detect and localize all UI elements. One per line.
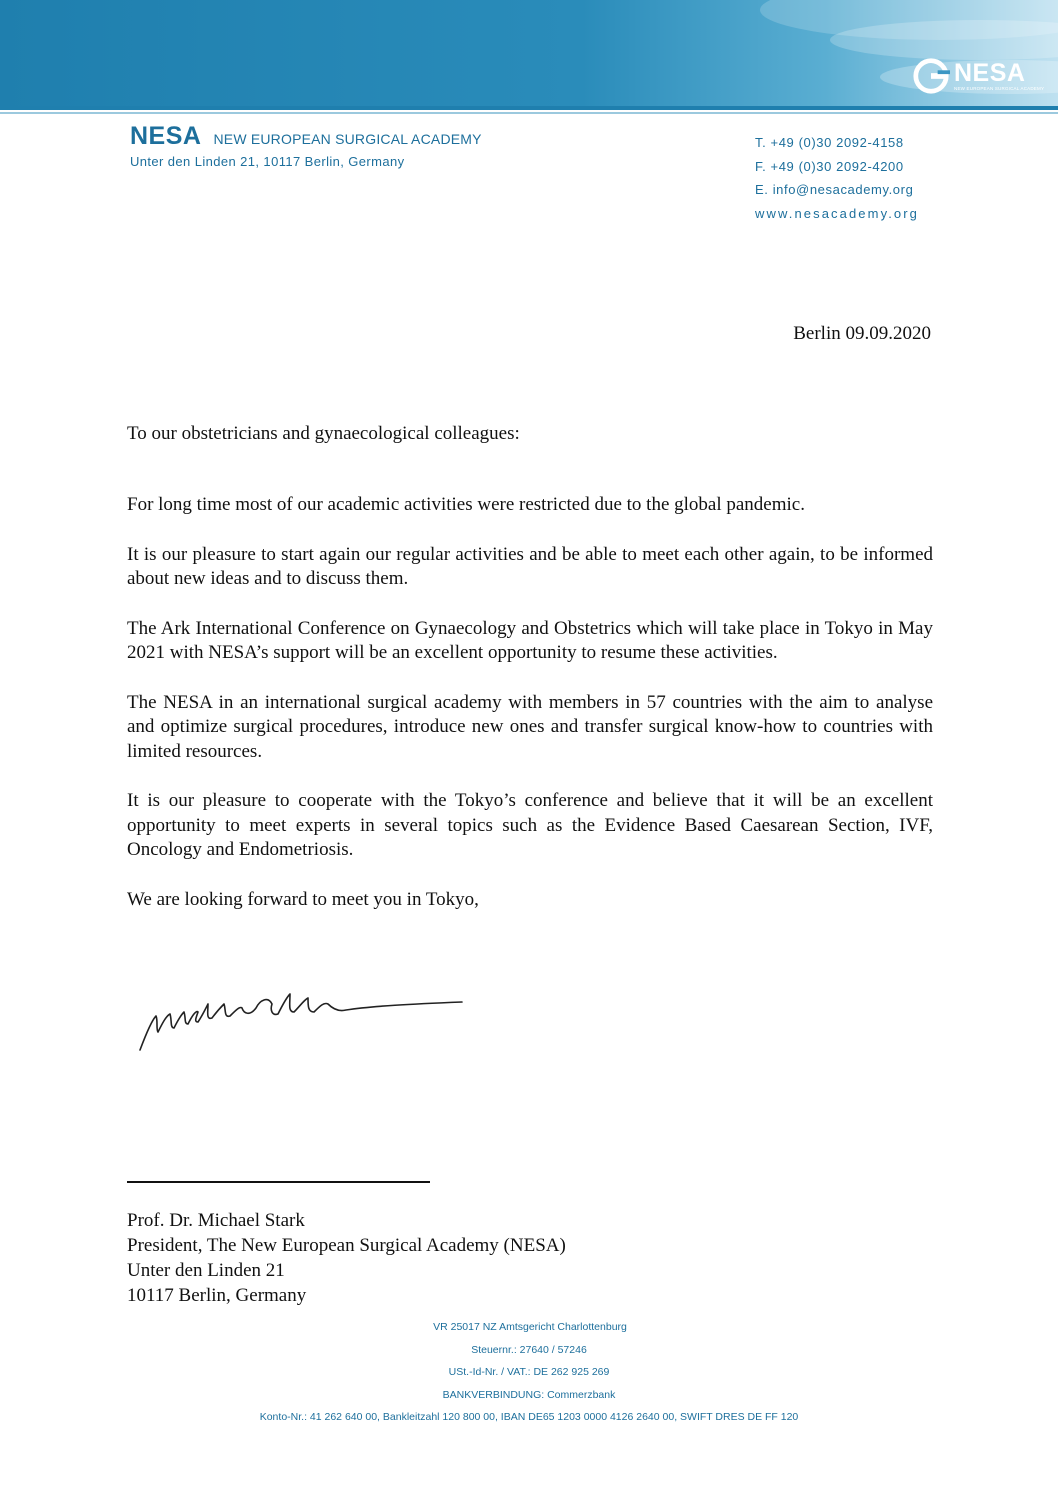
- footer: [0, 1320, 1058, 1433]
- website: www.nesacademy.org: [755, 205, 920, 221]
- salutation: To our obstetricians and gynaecological colleagues:: [127, 423, 520, 444]
- footer-bank: BANKVERBINDUNG: Commerzbank: [442, 1388, 616, 1401]
- signature-line: [127, 1181, 430, 1183]
- phone-number: T. +49 (0)30 2092-4158: [755, 135, 904, 150]
- header-rule-thin: [0, 112, 1058, 114]
- nesa-logo-icon: [912, 57, 950, 95]
- logo-subtitle: NEW EUROPEAN SURGICAL ACADEMY: [954, 85, 1045, 91]
- footer-tax: Steuernr.: 27640 / 57246: [471, 1343, 587, 1356]
- brand-full-name: NEW EUROPEAN SURGICAL ACADEMY: [213, 131, 482, 147]
- email-address: E. info@nesacademy.org: [755, 182, 914, 197]
- signer-city: 10117 Berlin, Germany: [127, 1285, 307, 1306]
- letterhead-address: Unter den Linden 21, 10117 Berlin, Germany: [130, 154, 405, 169]
- nesa-logo: [912, 54, 1052, 98]
- handwritten-signature: [132, 990, 472, 1060]
- fax-number: F. +49 (0)30 2092-4200: [755, 158, 904, 174]
- footer-vat: USt.-Id-Nr. / VAT.: DE 262 925 269: [448, 1366, 610, 1378]
- letter-date: Berlin 09.09.2020: [793, 323, 931, 344]
- letterhead: [130, 122, 482, 169]
- header-banner: [0, 0, 1058, 106]
- logo-word: NESA: [954, 58, 1026, 87]
- closing-line: We are looking forward to meet you in Tokyo,: [127, 888, 479, 910]
- signer-name: Prof. Dr. Michael Stark: [127, 1210, 305, 1231]
- signer-title: President, The New European Surgical Academy (NESA): [127, 1235, 566, 1256]
- paragraph: It is our pleasure to start again our regular activities and be able to meet each other again, to be informed about new ideas and to discuss them.: [127, 543, 933, 589]
- letter-body: [127, 493, 933, 937]
- footer-account: Konto-Nr.: 41 262 640 00, Bankleitzahl 120 800 00, IBAN DE65 1203 0000 4126 2640 00, SWIFT DRES DE FF 120: [259, 1411, 799, 1423]
- paragraph: The Ark International Conference on Gynaecology and Obstetrics which will take place in Tokyo in May 2021 with NESA’s support will be an excellent opportunity to resume these activities.: [127, 617, 933, 663]
- signer-block: [127, 1208, 566, 1308]
- paragraph: It is our pleasure to cooperate with the Tokyo’s conference and believe that it will be an excellent opportunity to meet experts in several topics such as the Evidence Based Caesarean Section, IVF, Oncology and Endometriosis.: [127, 790, 933, 860]
- signer-street: Unter den Linden 21: [127, 1260, 285, 1281]
- footer-register: VR 25017 NZ Amtsgericht Charlottenburg: [433, 1321, 627, 1333]
- contact-block: [755, 135, 919, 229]
- header-rule: [0, 106, 1058, 110]
- brand-name: NESA: [130, 122, 202, 150]
- paragraph: The NESA in an international surgical academy with members in 57 countries with the aim to analyse and optimize surgical procedures, introduce new ones and transfer surgical know-how to countries with limited resources.: [127, 691, 933, 762]
- paragraph: For long time most of our academic activities were restricted due to the global pandemic.: [127, 494, 805, 515]
